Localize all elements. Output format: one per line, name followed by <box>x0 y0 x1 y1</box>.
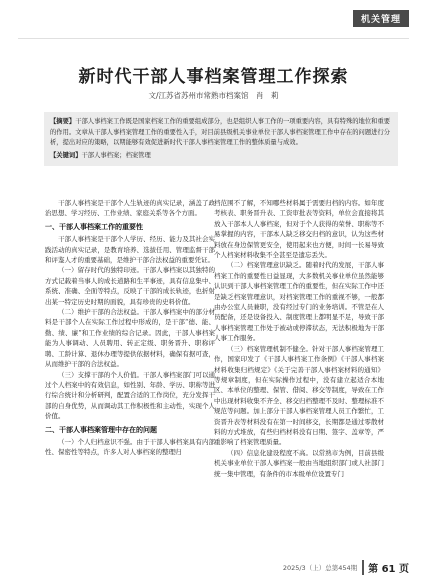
paragraph: （二）维护干部的合法权益。干部人事档案中的部分材料是干部个人在实际工作过程中形成的，是干部“德、能、勤、绩、廉”和工作业绩的综合记录。因此，干部人事档案能为人事调动、人员聘用、转正定级、职务晋升、职称评聘、工龄计算、退休办理等提供依据材料，确保有据可查，从而维护干部的合法权益。 <box>45 308 215 369</box>
paragraph: （四）信息化建设程度不高。以常熟市为例，目前县级机关事业单位干部人事档案一般由当地组织部门或人社部门统一集中管理，有条件的市本级单位设置专门 <box>214 448 384 478</box>
intro-paragraph: 干部人事档案是干部个人生轨迹的真实记录，涵盖了政治思想、学习经历、工作业绩、家庭关系等各个方面。 <box>45 199 215 218</box>
section-heading-1: 一、干部人事档案工作的重要性 <box>45 222 143 231</box>
article-author: 文/江苏省苏州市常熟市档案馆 肖 莉 <box>148 91 279 100</box>
abstract <box>50 117 392 149</box>
article-title: 新时代干部人事档案管理工作探索 <box>78 67 349 87</box>
paragraph: 档范围不了解，不知哪些材料属于需要归档的内容。如年度考核表、职务晋升表、工资审批表等资料，单位会直接将其放入干部本人人事档案，但对于个人获得的荣誉、职称等不易掌握的内容，干部本人缺乏移交归档的意识，认为这些材料放在身边保管更安全，使用起来也方便，时间一长易导致个人档案材料收集不全甚至是遗忘丢失。 <box>214 199 384 260</box>
keywords <box>50 151 392 162</box>
keywords-text: 干部人事档案；档案管理 <box>81 151 151 159</box>
paragraph: 干部人事档案是干部个人学历、经历、能力及其社会实践活动的真实记录，是教育培养、选拔任用、管理监督干部和评鉴人才的重要基础，是维护干部合法权益的重要凭证。 <box>45 235 215 265</box>
page-number: 第 61 页 <box>362 560 409 575</box>
abstract-label: 【摘要】 <box>50 118 76 125</box>
keywords-label: 【关键词】 <box>50 151 82 159</box>
header-divider <box>18 38 409 39</box>
left-column <box>45 198 215 458</box>
abstract-text: 干部人事档案工作既是国家档案工作的重要组成部分，也是组织人事工作的一项重要内容，具有特殊的地位和重要的作用。文章从干部人事档案管理工作的重要性入手，对目前县级机关事业单位干部人事档案管理工作中存在的问题进行分析，提出对应的策略，以期能够有效促进新时代干部人事档案管理工作的整体质量与成效。 <box>50 118 391 146</box>
page-footer <box>283 560 409 575</box>
issue-info: 2025/3（上）总第454期 <box>282 564 358 572</box>
section-heading-2: 二、干部人事档案管理中存在的问题 <box>45 425 157 434</box>
right-column <box>214 198 384 479</box>
paragraph: （二）档案管理意识缺乏。随着时代的发展，干部人事档案工作的重要性日益显现，大多数机关事业单位虽然能够认识到干部人事档案管理工作的重要性，但在实际工作中还是缺乏档案管理意识，对档案管理工作的重视不够，一般都由办公室人员兼职，没有经过专门的业务培训。不管是在人员配备，还是设备投入、制度管理上都明显不足，导致干部人事档案管理工作处于被动或停滞状态，无法积极地为干部人事工作服务。 <box>214 261 384 343</box>
paragraph: （一）个人归档意识不强。由于干部人事档案具有内部性、保密性等特点，许多人对人事档案的整理归 <box>45 437 215 457</box>
abstract-box <box>44 112 398 166</box>
section-tag: 机关管理 <box>353 10 409 27</box>
paragraph: （三）支撑干部的个人价值。干部人事档案部门可以通过个人档案中的有效信息，如性别、年龄、学历、职称等进行综合统计和分析研判，配置合适的工作岗位，充分发挥干部的自身优势，从而调动其工作积极性和主动性，实现个人价值。 <box>45 370 215 421</box>
paragraph: （三）档案管理机制不健全。针对干部人事档案管理工作，国家印发了《干部人事档案工作条例》《干部人事档案材料收集归档规定》《关于完善干部人事档案材料的通知》等规章制度，但在实际操作过程中，没有建立起适合本地区、本单位的整理、保管、借阅、移交等制度，导致在工作中出现材料收集不齐全、移交归档整理不及时、整理标准不规范等问题。加上部分干部人事档案管理人员工作繁忙，工资晋升表等材料没有在第一时间移交，长期都是通过零散材料的方式堆放，有些归档材料没有日期、签字、盖章等，严重影响了档案管理质量。 <box>214 344 384 447</box>
paragraph: （一）留存时代的独特印迹。干部人事档案以其独特的方式记载着当事人的成长道路和生平事迹，具有信息集中、系统、准确、全面等特点，反映了干部的成长轨迹，也折射出某一特定历史时期的面貌，具有珍贵的史料价值。 <box>45 266 215 306</box>
